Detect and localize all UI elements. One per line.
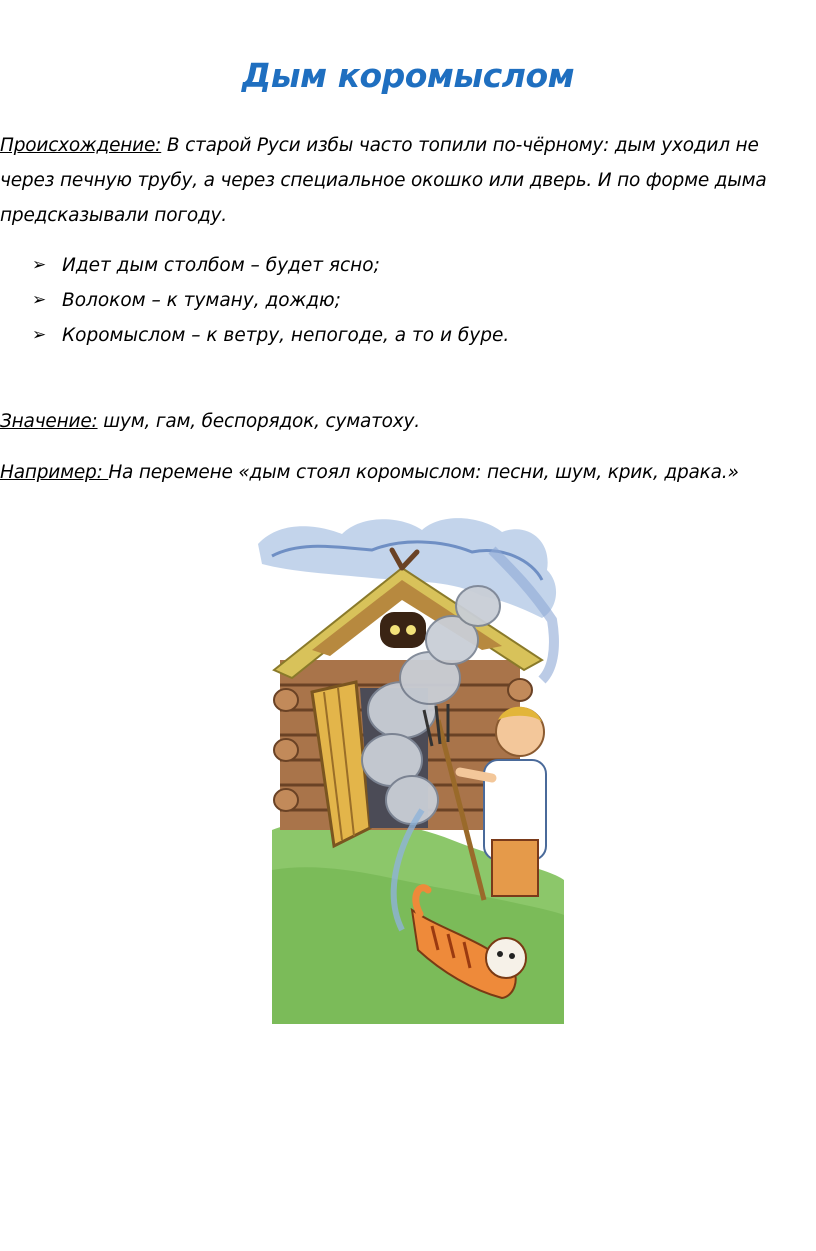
omens-list xyxy=(32,248,509,353)
origin-paragraph xyxy=(0,128,812,233)
list-item-text: Коромыслом – к ветру, непогоде, а то и буре. xyxy=(62,325,510,346)
example-text: На перемене «дым стоял коромыслом: песни, шум, крик, драка.» xyxy=(108,462,739,483)
meaning-paragraph xyxy=(0,404,812,439)
list-item-text: Идет дым столбом – будет ясно; xyxy=(62,255,380,276)
list-item-text: Волоком – к туману, дождю; xyxy=(62,290,341,311)
meaning-text: шум, гам, беспорядок, суматоху. xyxy=(97,411,420,432)
arrow-bullet-icon: ➢ xyxy=(32,255,47,275)
example-paragraph xyxy=(0,455,812,490)
arrow-bullet-icon: ➢ xyxy=(32,325,47,345)
list-item xyxy=(32,283,509,318)
arrow-bullet-icon: ➢ xyxy=(32,290,47,310)
example-label: Например: xyxy=(0,462,109,483)
meaning-label: Значение: xyxy=(0,411,98,432)
list-item xyxy=(32,248,509,283)
page-title: Дым коромыслом xyxy=(241,56,575,95)
origin-text: В старой Руси избы часто топили по-чёрному: дым уходил не через печную трубу, а через специальное окошко или дверь. И по форме дыма предсказывали погоду. xyxy=(0,135,767,226)
hut-smoke-illustration xyxy=(252,510,568,1024)
origin-label: Происхождение: xyxy=(0,135,162,156)
list-item xyxy=(32,318,509,353)
